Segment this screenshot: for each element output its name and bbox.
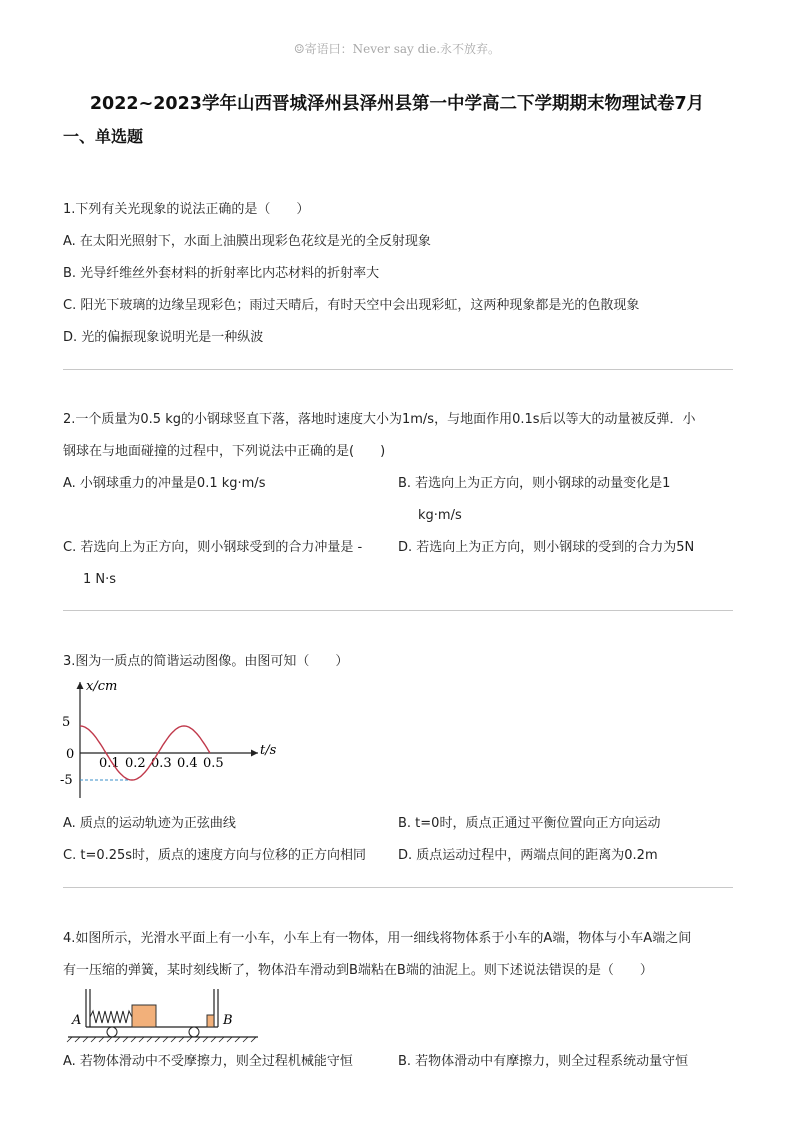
shm-graph xyxy=(58,676,288,806)
divider xyxy=(63,369,733,370)
compressed-spring xyxy=(90,1011,132,1023)
x-axis-label: t/s xyxy=(260,743,277,758)
putty-at-b xyxy=(207,1015,214,1027)
q4-stem-line1: 4.如图所示，光滑水平面上有一小车，小车上有一物体，用一细线将物体系于小车的A端，物体与小车A端之间 xyxy=(63,931,692,946)
q2-stem-line2: 钢球在与地面碰撞的过程中，下列说法中正确的是( ) xyxy=(63,444,386,459)
x-tick-0.5: 0.5 xyxy=(203,756,224,771)
object-block xyxy=(132,1005,156,1027)
q3-option-d: D. 质点运动过程中，两端点间的距离为0.2m xyxy=(398,848,658,863)
q2-stem-line1: 2.一个质量为0.5 kg的小钢球竖直下落，落地时速度大小为1m/s，与地面作用0.1s后以等大的动量被反弹．小 xyxy=(63,412,696,427)
q3-option-a: A. 质点的运动轨迹为正弦曲线 xyxy=(63,816,236,831)
wheel-left xyxy=(107,1027,117,1037)
q4-stem-line2: 有一压缩的弹簧，某时刻线断了，物体沿车滑动到B端粘在B端的油泥上。则下述说法错误的是（ ） xyxy=(63,963,653,978)
q1-option-b: B. 光导纤维丝外套材料的折射率比内芯材料的折射率大 xyxy=(63,266,380,281)
q1-option-c: C. 阳光下玻璃的边缘呈现彩色；雨过天晴后，有时天空中会出现彩虹，这两种现象都是光的色散现象 xyxy=(63,298,640,313)
label-a: A xyxy=(72,1013,82,1028)
y-tick-neg5: -5 xyxy=(60,773,73,788)
q2-option-c-cont: 1 N·s xyxy=(83,572,117,587)
wheel-right xyxy=(189,1027,199,1037)
y-axis-label: x/cm xyxy=(86,679,118,694)
cart-diagram xyxy=(66,985,266,1043)
q2-option-a: A. 小钢球重力的冲量是0.1 kg·m/s xyxy=(63,476,266,491)
q2-option-b-cont: kg·m/s xyxy=(418,508,462,523)
q4-option-a: A. 若物体滑动中不受摩擦力，则全过程机械能守恒 xyxy=(63,1054,353,1069)
section-heading: 一、单选题 xyxy=(63,127,144,146)
divider xyxy=(63,610,733,611)
label-b: B xyxy=(223,1013,233,1028)
q3-stem: 3.图为一质点的简谐运动图像。由图可知（ ） xyxy=(63,654,349,669)
q2-option-c: C. 若选向上为正方向，则小钢球受到的合力冲量是 - xyxy=(63,540,363,555)
x-tick-0.2: 0.2 xyxy=(125,756,146,771)
motto-watermark: ☺寄语曰：Never say die.永不放弃。 xyxy=(293,42,501,56)
q1-option-d: D. 光的偏振现象说明光是一种纵波 xyxy=(63,330,264,345)
q3-option-c: C. t=0.25s时，质点的速度方向与位移的正方向相同 xyxy=(63,848,367,863)
q1-option-a: A. 在太阳光照射下，水面上油膜出现彩色花纹是光的全反射现象 xyxy=(63,234,431,249)
y-tick-5: 5 xyxy=(62,715,71,730)
y-tick-0: 0 xyxy=(66,747,75,762)
ground-hatching xyxy=(67,1037,256,1042)
q1-stem: 1.下列有关光现象的说法正确的是（ ） xyxy=(63,202,310,217)
page-title: 2022~2023学年山西晋城泽州县泽州县第一中学高二下学期期末物理试卷7月 xyxy=(89,94,705,114)
q4-option-b: B. 若物体滑动中有摩擦力，则全过程系统动量守恒 xyxy=(398,1054,689,1069)
q2-option-d: D. 若选向上为正方向，则小钢球的受到的合力为5N xyxy=(398,540,695,555)
q2-option-b: B. 若选向上为正方向，则小钢球的动量变化是1 xyxy=(398,476,671,491)
x-tick-0.3: 0.3 xyxy=(151,756,172,771)
q3-option-b: B. t=0时，质点正通过平衡位置向正方向运动 xyxy=(398,816,661,831)
x-tick-0.1: 0.1 xyxy=(99,756,120,771)
x-tick-0.4: 0.4 xyxy=(177,756,198,771)
divider xyxy=(63,887,733,888)
